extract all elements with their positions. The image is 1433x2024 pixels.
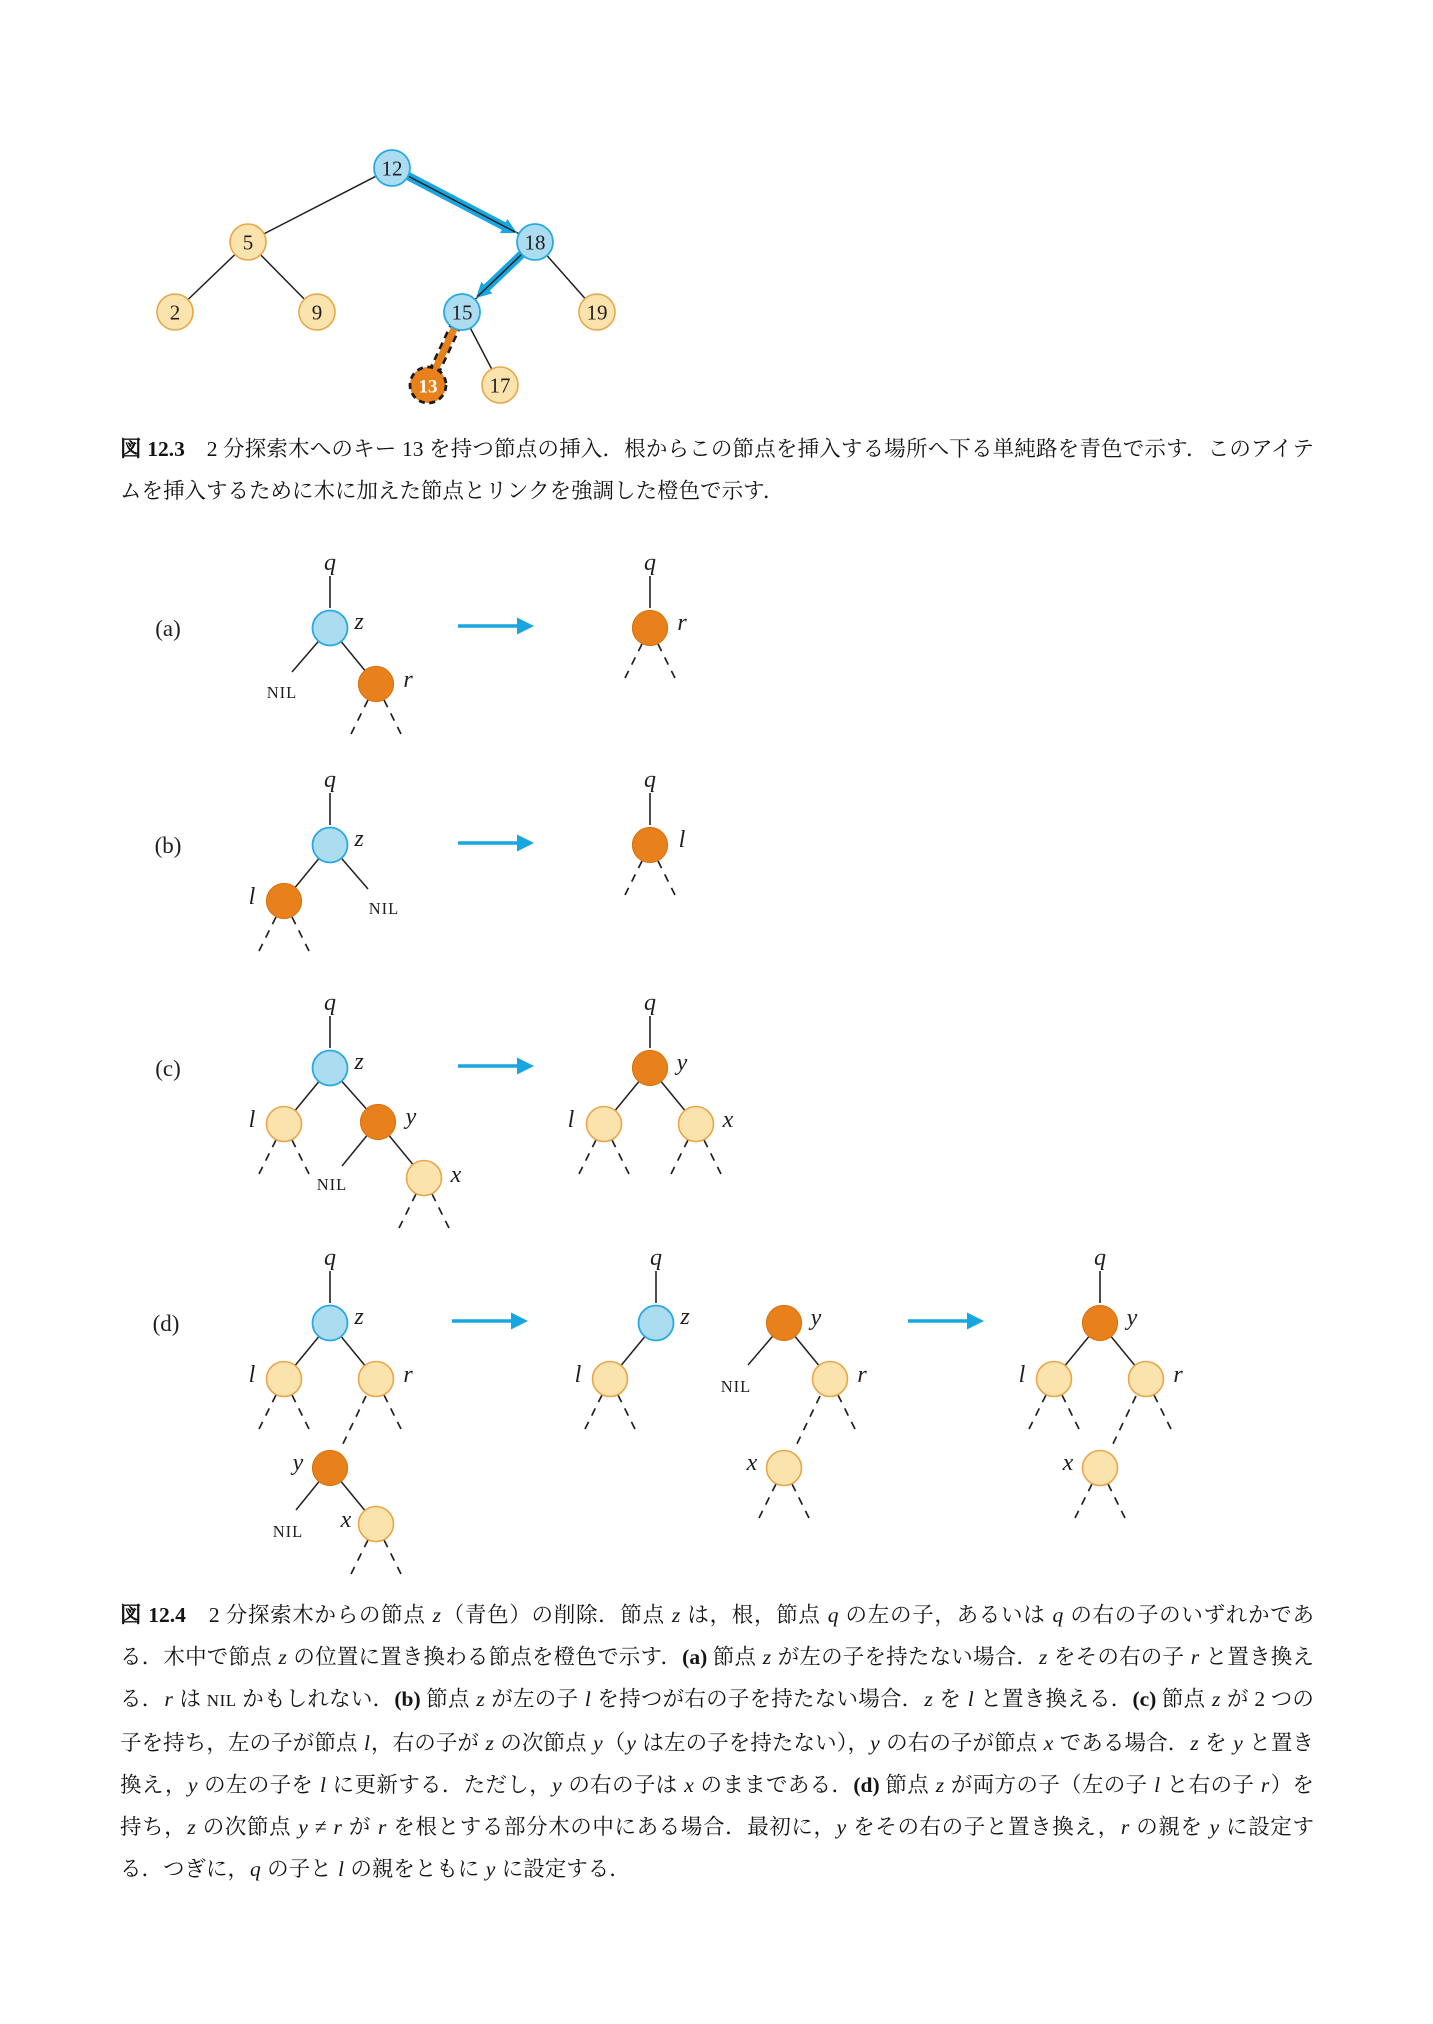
subtree-stub: [658, 861, 675, 895]
variable-label: y: [292, 1450, 304, 1476]
caption-segment: 図 12.3: [120, 437, 185, 461]
variable-label: l: [1018, 1362, 1026, 1388]
caption-segment: 節点: [879, 1773, 935, 1797]
caption-segment: y: [485, 1857, 496, 1881]
subtree-stub: [384, 700, 401, 734]
part-label: (c): [155, 1056, 181, 1081]
variable-label: q: [324, 990, 336, 1016]
caption-segment: l: [363, 1731, 370, 1755]
subtree-stub: [1062, 1395, 1079, 1429]
caption-segment: は: [173, 1687, 207, 1711]
tree-node: [633, 828, 668, 863]
tree-node: [639, 1306, 674, 1341]
flow-arrow-head-icon: [517, 1058, 534, 1075]
caption-segment: を根とする部分木の中にある場合．最初に，: [387, 1815, 836, 1839]
caption-segment: y: [626, 1731, 636, 1755]
subtree-stub: [1075, 1484, 1092, 1518]
subtree-stub: [259, 1395, 276, 1429]
tree-node-label: 13: [418, 376, 438, 398]
caption-segment: q: [827, 1603, 839, 1627]
tree-node-label: 17: [489, 373, 511, 398]
caption-segment: y: [298, 1815, 308, 1839]
caption-segment: の親をともに: [345, 1857, 485, 1881]
subtree-stub: [341, 1396, 366, 1448]
subtree-stub: [579, 1140, 596, 1174]
subtree-stub: [838, 1395, 855, 1429]
tree-node: [633, 611, 668, 646]
caption-segment: r: [1260, 1773, 1270, 1797]
caption-segment: (a): [682, 1645, 708, 1669]
caption-segment: r: [378, 1815, 387, 1839]
caption-segment: l: [584, 1687, 591, 1711]
tree-node: [359, 667, 394, 702]
tree-node: [313, 1451, 348, 1486]
caption-segment: 節点: [707, 1645, 762, 1669]
tree-node: [1083, 1306, 1118, 1341]
caption-segment: と置き換える．: [120, 1645, 1314, 1711]
nil-label: NIL: [266, 683, 298, 702]
tree-node: [313, 1306, 348, 1341]
caption-segment: ，右の子が: [370, 1731, 485, 1755]
caption-segment: の左の子を: [198, 1773, 319, 1797]
search-path-edge: [406, 175, 515, 232]
search-path-edge: [477, 253, 523, 297]
caption-segment: 図 12.4: [120, 1603, 186, 1627]
caption-segment: y: [836, 1815, 847, 1839]
subtree-stub: [432, 1194, 449, 1228]
variable-label: z: [680, 1304, 690, 1330]
subtree-stub: [259, 1140, 276, 1174]
tree-node: [767, 1451, 802, 1486]
part-label: (a): [155, 616, 181, 641]
caption-segment: を: [933, 1687, 967, 1711]
variable-label: q: [650, 1245, 662, 1271]
caption-segment: の親を: [1130, 1815, 1209, 1839]
caption-segment: (d): [853, 1773, 880, 1797]
tree-node: [813, 1362, 848, 1397]
figure-12-3-caption: [120, 428, 1314, 512]
variable-label: y: [810, 1305, 822, 1331]
variable-label: q: [644, 767, 656, 793]
subtree-stub: [759, 1484, 776, 1518]
tree-node: [313, 828, 348, 863]
caption-segment: ）を持ち，: [120, 1773, 1314, 1839]
caption-segment: z: [187, 1815, 196, 1839]
caption-segment: である場合．: [1054, 1731, 1190, 1755]
variable-label: q: [1094, 1245, 1106, 1271]
subtree-stub: [1108, 1484, 1125, 1518]
tree-node: [633, 1051, 668, 1086]
caption-segment: z: [762, 1645, 772, 1669]
tree-node: [359, 1507, 394, 1542]
nil-label: NIL: [316, 1175, 348, 1194]
caption-segment: r: [1120, 1815, 1130, 1839]
subtree-stub: [658, 644, 675, 678]
figure-12-4-caption: [120, 1594, 1314, 1890]
caption-segment: z: [432, 1603, 442, 1627]
subtree-stub: [292, 1395, 309, 1429]
subtree-stub: [1029, 1395, 1046, 1429]
variable-label: r: [677, 610, 687, 636]
variable-label: x: [450, 1162, 462, 1188]
caption-segment: 2 分探索木からの節点: [185, 1603, 432, 1627]
tree-node: [1037, 1362, 1072, 1397]
caption-segment: q: [250, 1857, 261, 1881]
caption-segment: q: [1052, 1603, 1064, 1627]
caption-segment: ≠: [308, 1815, 333, 1839]
caption-segment: の右の子は: [562, 1773, 684, 1797]
caption-segment: を持つが右の子を持たない場合．: [591, 1687, 924, 1711]
caption-segment: の子と: [261, 1857, 338, 1881]
variable-label: l: [248, 1107, 256, 1133]
subtree-stub: [292, 1140, 309, 1174]
tree-node-label: 9: [311, 300, 323, 325]
subtree-stub: [671, 1140, 688, 1174]
tree-node-label: 12: [381, 156, 403, 181]
variable-label: l: [567, 1107, 575, 1133]
tree-node-label: 5: [242, 230, 254, 255]
part-label: (b): [154, 833, 182, 858]
subtree-stub: [612, 1140, 629, 1174]
subtree-stub: [585, 1395, 602, 1429]
tree-node: [361, 1105, 396, 1140]
caption-segment: が: [342, 1815, 377, 1839]
caption-segment: z: [924, 1687, 933, 1711]
caption-segment: z: [1039, 1645, 1048, 1669]
subtree-stub: [351, 700, 368, 734]
variable-label: l: [574, 1362, 582, 1388]
variable-label: x: [722, 1107, 734, 1133]
tree-node: [267, 884, 302, 919]
subtree-stub: [384, 1395, 401, 1429]
subtree-stub: [1154, 1395, 1171, 1429]
caption-segment: z: [485, 1731, 494, 1755]
caption-segment: z: [278, 1645, 287, 1669]
caption-segment: l: [967, 1687, 974, 1711]
subtree-stub: [292, 917, 309, 951]
tree-node: [1083, 1451, 1118, 1486]
flow-arrow-head-icon: [517, 835, 534, 852]
caption-segment: が両方の子（左の子: [945, 1773, 1154, 1797]
variable-label: q: [324, 767, 336, 793]
variable-label: r: [857, 1362, 867, 1388]
caption-segment: y: [1209, 1815, 1220, 1839]
nil-label: NIL: [368, 899, 400, 918]
caption-segment: は，根，節点: [681, 1603, 827, 1627]
variable-label: y: [1126, 1305, 1138, 1331]
caption-segment: z: [1212, 1687, 1221, 1711]
caption-segment: のままである．: [694, 1773, 854, 1797]
caption-segment: y: [552, 1773, 562, 1797]
tree-node-label: 15: [451, 300, 473, 325]
variable-label: z: [354, 609, 364, 635]
caption-segment: z: [935, 1773, 945, 1797]
caption-segment: z: [1190, 1731, 1199, 1755]
variable-label: x: [1062, 1450, 1074, 1476]
caption-segment: y: [870, 1731, 880, 1755]
caption-segment: の次節点: [494, 1731, 593, 1755]
tree-node: [313, 611, 348, 646]
caption-segment: z: [476, 1687, 485, 1711]
tree-edge: [248, 168, 392, 242]
tree-node-label: 19: [586, 300, 608, 325]
tree-node: [679, 1107, 714, 1142]
caption-segment: (c): [1132, 1687, 1157, 1711]
tree-node: [593, 1362, 628, 1397]
variable-label: q: [324, 1245, 336, 1271]
caption-segment: NIL: [206, 1691, 237, 1710]
caption-segment: の位置に置き換わる節点を橙色で示す．: [287, 1645, 683, 1669]
variable-label: y: [405, 1104, 417, 1130]
caption-segment: と置き換え，: [120, 1731, 1314, 1797]
subtree-stub: [795, 1396, 820, 1448]
caption-segment: r: [1190, 1645, 1200, 1669]
caption-segment: と右の子: [1161, 1773, 1260, 1797]
subtree-stub: [792, 1484, 809, 1518]
caption-segment: x: [684, 1773, 694, 1797]
flow-arrow-head-icon: [517, 618, 534, 635]
caption-segment: が左の子: [485, 1687, 584, 1711]
subtree-stub: [625, 644, 642, 678]
caption-segment: に設定する．つぎに，: [120, 1815, 1314, 1881]
caption-segment: をその右の子: [1048, 1645, 1190, 1669]
subtree-stub: [1111, 1396, 1136, 1448]
subtree-stub: [704, 1140, 721, 1174]
variable-label: r: [403, 667, 413, 693]
caption-segment: 2 分探索木へのキー 13 を持つ節点の挿入．根からこの節点を挿入する場所へ下る単純路を青色で示す．このアイテムを挿入するために木に加えた節点とリンクを強調した橙色で示す．: [120, 437, 1314, 503]
caption-segment: の右の子のいずれかである．木中で節点: [120, 1603, 1314, 1669]
flow-arrow-head-icon: [967, 1313, 984, 1330]
caption-segment: の左の子，あるいは: [839, 1603, 1052, 1627]
variable-label: q: [644, 550, 656, 576]
subtree-stub: [618, 1395, 635, 1429]
caption-segment: をその右の子と置き換え，: [847, 1815, 1120, 1839]
variable-label: z: [354, 1304, 364, 1330]
tree-node: [407, 1161, 442, 1196]
caption-segment: 節点: [1156, 1687, 1212, 1711]
caption-segment: (b): [394, 1687, 421, 1711]
caption-segment: が 2 つの子を持ち，左の子が節点: [120, 1687, 1314, 1755]
variable-label: l: [678, 827, 686, 853]
caption-segment: y: [187, 1773, 198, 1797]
caption-segment: を: [1199, 1731, 1233, 1755]
subtree-stub: [625, 861, 642, 895]
flow-arrow-head-icon: [511, 1313, 528, 1330]
subtree-stub: [399, 1194, 416, 1228]
caption-segment: x: [1043, 1731, 1054, 1755]
variable-label: z: [354, 826, 364, 852]
caption-segment: l: [319, 1773, 326, 1797]
caption-segment: l: [1154, 1773, 1161, 1797]
caption-segment: の次節点: [196, 1815, 298, 1839]
part-label: (d): [152, 1311, 180, 1336]
variable-label: z: [354, 1049, 364, 1075]
variable-label: r: [1173, 1362, 1183, 1388]
caption-segment: 節点: [420, 1687, 476, 1711]
tree-node: [267, 1107, 302, 1142]
caption-segment: は左の子を持たない），: [636, 1731, 870, 1755]
tree-node-label: 2: [169, 300, 181, 325]
caption-segment: l: [338, 1857, 345, 1881]
caption-segment: r: [333, 1815, 342, 1839]
subtree-stub: [259, 917, 276, 951]
tree-node: [359, 1362, 394, 1397]
tree-node: [1129, 1362, 1164, 1397]
caption-segment: に設定する．: [496, 1857, 631, 1881]
caption-segment: かもしれない．: [236, 1687, 395, 1711]
variable-label: x: [746, 1450, 758, 1476]
caption-segment: （: [603, 1731, 626, 1755]
variable-label: y: [676, 1050, 688, 1076]
tree-node: [267, 1362, 302, 1397]
variable-label: l: [248, 884, 256, 910]
tree-node: [587, 1107, 622, 1142]
caption-segment: （青色）の削除．節点: [442, 1603, 671, 1627]
nil-label: NIL: [720, 1377, 752, 1396]
nil-label: NIL: [272, 1522, 304, 1541]
variable-label: l: [248, 1362, 256, 1388]
subtree-stub: [384, 1540, 401, 1574]
caption-segment: y: [593, 1731, 603, 1755]
caption-segment: と置き換える．: [974, 1687, 1133, 1711]
caption-segment: r: [164, 1687, 173, 1711]
tree-node: [313, 1051, 348, 1086]
caption-segment: が左の子を持たない場合．: [772, 1645, 1039, 1669]
caption-segment: y: [1233, 1731, 1243, 1755]
variable-label: q: [324, 550, 336, 576]
tree-node: [767, 1306, 802, 1341]
caption-segment: z: [671, 1603, 681, 1627]
tree-node-label: 18: [524, 230, 546, 255]
variable-label: r: [403, 1362, 413, 1388]
variable-label: x: [340, 1507, 352, 1533]
subtree-stub: [351, 1540, 368, 1574]
caption-segment: の右の子が節点: [880, 1731, 1043, 1755]
variable-label: q: [644, 990, 656, 1016]
caption-segment: に更新する．ただし，: [326, 1773, 552, 1797]
